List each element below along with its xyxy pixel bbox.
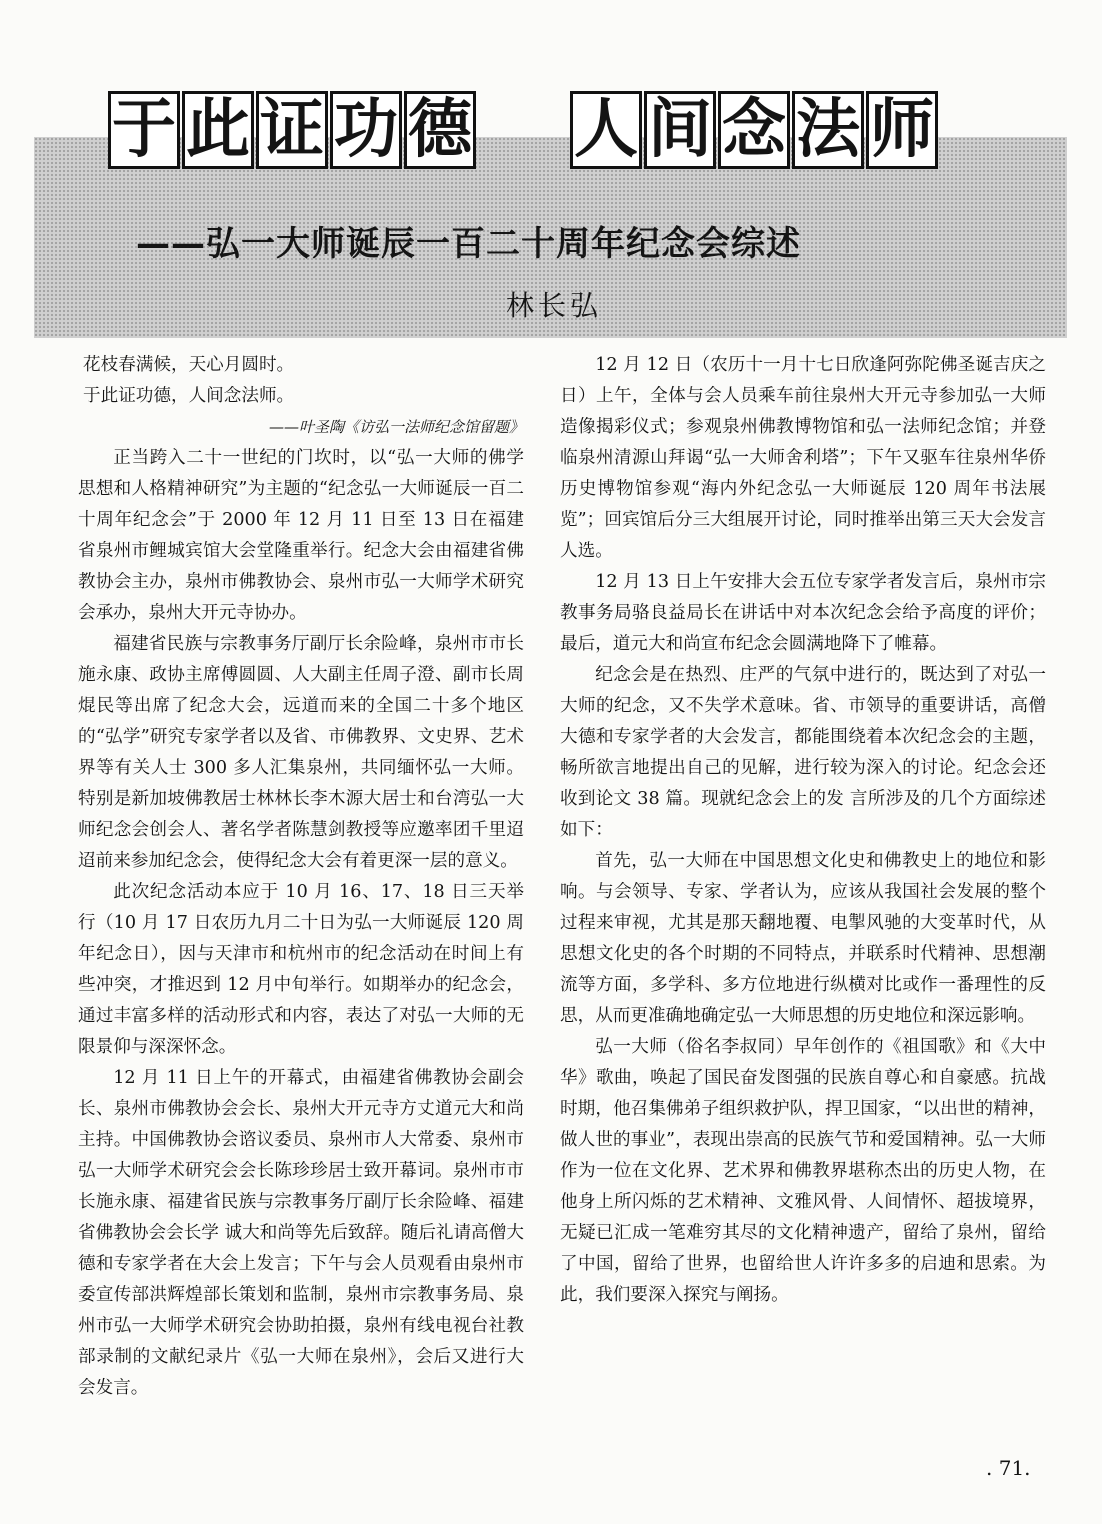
body-paragraph: 此次纪念活动本应于 10 月 16、17、18 日三天举行（10 月 17 日农历九月二十日为弘一大师诞辰 120 周年纪念日），因与天津市和杭州市的纪念活动在时间上有些冲突，才推迟到 12 月中旬举行。如期举办的纪念会，通过丰富多样的活动形式和内容，表达了对弘一大师的无限景仰与深深怀念。: [78, 882, 524, 1057]
subtitle: ——弘一大师诞辰一百二十周年纪念会综述: [136, 224, 801, 264]
title-char: 师: [866, 91, 938, 169]
title-char: 德: [404, 91, 476, 169]
title-part-2: [570, 91, 940, 169]
body-paragraph: 12 月 13 日上午安排大会五位专家学者发言后，泉州市宗教事务局骆良益局长在讲话中对本次纪念会给予高度的评价；最后，道元大和尚宣布纪念会圆满地降下了帷幕。: [560, 572, 1046, 654]
title-char: 法: [792, 91, 864, 169]
right-column: [560, 350, 1046, 1311]
left-column: [78, 350, 524, 1404]
body-paragraph: 纪念会是在热烈、庄严的气氛中进行的，既达到了对弘一大师的纪念，又不失学术意味。省、市领导的重要讲话，高僧大德和专家学者的大会发言，都能围绕着本次纪念会的主题，畅所欲言地提出自己的见解，进行较为深入的讨论。纪念会还收到论文 38 篇。现就纪念会上的发 言所涉及的几个方面综述如下：: [560, 665, 1046, 840]
body-paragraph: 弘一大师（俗名李叔同）早年创作的《祖国歌》和《大中华》歌曲，唤起了国民奋发图强的民族自尊心和自豪感。抗战时期，他召集佛弟子组织救护队，捍卫国家，“以出世的精神，做人世的事业”，表现出崇高的民族气节和爱国精神。弘一大师作为一位在文化界、艺术界和佛教界堪称杰出的历史人物，在他身上所闪烁的艺术精神、文雅风骨、人间情怀、超拔境界，无疑已汇成一笔难穷其尽的文化精神遗产，留给了泉州，留给了中国，留给了世界，也留给世人许许多多的启迪和思索。为此，我们要深入探究与阐扬。: [560, 1037, 1046, 1305]
title-char: 此: [182, 91, 254, 169]
title-part-1: [108, 91, 478, 169]
author-name: 林长弘: [506, 289, 603, 322]
title-char: 于: [108, 91, 180, 169]
epigraph-attribution: ——叶圣陶《访弘一法师纪念馆留题》: [268, 418, 524, 436]
epigraph-line: 花枝春满候，天心月圆时。: [83, 355, 295, 375]
body-paragraph: 首先，弘一大师在中国思想文化史和佛教史上的地位和影响。与会领导、专家、学者认为，应该从我国社会发展的整个过程来审视，尤其是那天翻地覆、电掣风驰的大变革时代，从思想文化史的各个时期的不同特点，并联系时代精神、思想潮流等方面，多学科、多方位地进行纵横对比或作一番理性的反思，从而更准确地确定弘一大师思想的历史地位和深远影响。: [560, 851, 1046, 1026]
body-paragraph: 福建省民族与宗教事务厅副厅长余险峰，泉州市市长施永康、政协主席傅圆圆、人大副主任周子澄、副市长周焜民等出席了纪念大会，远道而来的全国二十多个地区的“弘学”研究专家学者以及省、市佛教界、文史界、艺术界等有关人士 300 多人汇集泉州，共同缅怀弘一大师。特别是新加坡佛教居士林林长李木源大居士和台湾弘一大师纪念会创会人、著名学者陈慧剑教授等应邀率团千里迢迢前来参加纪念会，使得纪念大会有着更深一层的意义。: [78, 634, 524, 871]
body-paragraph: 12 月 11 日上午的开幕式，由福建省佛教协会副会长、泉州市佛教协会会长、泉州大开元寺方丈道元大和尚主持。中国佛教协会谘议委员、泉州市人大常委、泉州市弘一大师学术研究会会长陈珍珍居士致开幕词。泉州市市长施永康、福建省民族与宗教事务厅副厅长余险峰、福建省佛教协会会长学 诚大和尚等先后致辞。随后礼请高僧大德和专家学者在大会上发言；下午与会人员观看由泉州市委宣传部洪辉煌部长策划和监制，泉州市宗教事务局、泉州市弘一大师学术研究会协助拍摄，泉州有线电视台社教部录制的文献纪录片《弘一大师在泉州》，会后又进行大会发言。: [78, 1068, 524, 1398]
page-number: . 71.: [986, 1456, 1031, 1480]
title-char: 念: [718, 91, 790, 169]
title-char: 间: [644, 91, 716, 169]
title-char: 证: [256, 91, 328, 169]
epigraph-line: 于此证功德，人间念法师。: [83, 386, 295, 406]
title-char: 人: [570, 91, 642, 169]
title-char: 功: [330, 91, 402, 169]
body-paragraph: 正当跨入二十一世纪的门坎时，以“弘一大师的佛学思想和人格精神研究”为主题的“纪念弘一大师诞辰一百二十周年纪念会”于 2000 年 12 月 11 日至 13 日在福建省泉州市鲤城宾馆大会堂隆重举行。纪念大会由福建省佛教协会主办，泉州市佛教协会、泉州市弘一大师学术研究会承办，泉州大开元寺协办。: [78, 448, 524, 623]
main-title: [108, 87, 940, 173]
body-paragraph: 12 月 12 日（农历十一月十七日欣逢阿弥陀佛圣诞吉庆之日）上午，全体与会人员乘车前往泉州大开元寺参加弘一大师造像揭彩仪式；参观泉州佛教博物馆和弘一法师纪念馆；并登临泉州清源山拜谒“弘一大师舍利塔”；下午又驱车往泉州华侨历史博物馆参观“海内外纪念弘一大师诞辰 120 周年书法展览”；回宾馆后分三大组展开讨论，同时推举出第三天大会发言人选。: [560, 355, 1046, 561]
